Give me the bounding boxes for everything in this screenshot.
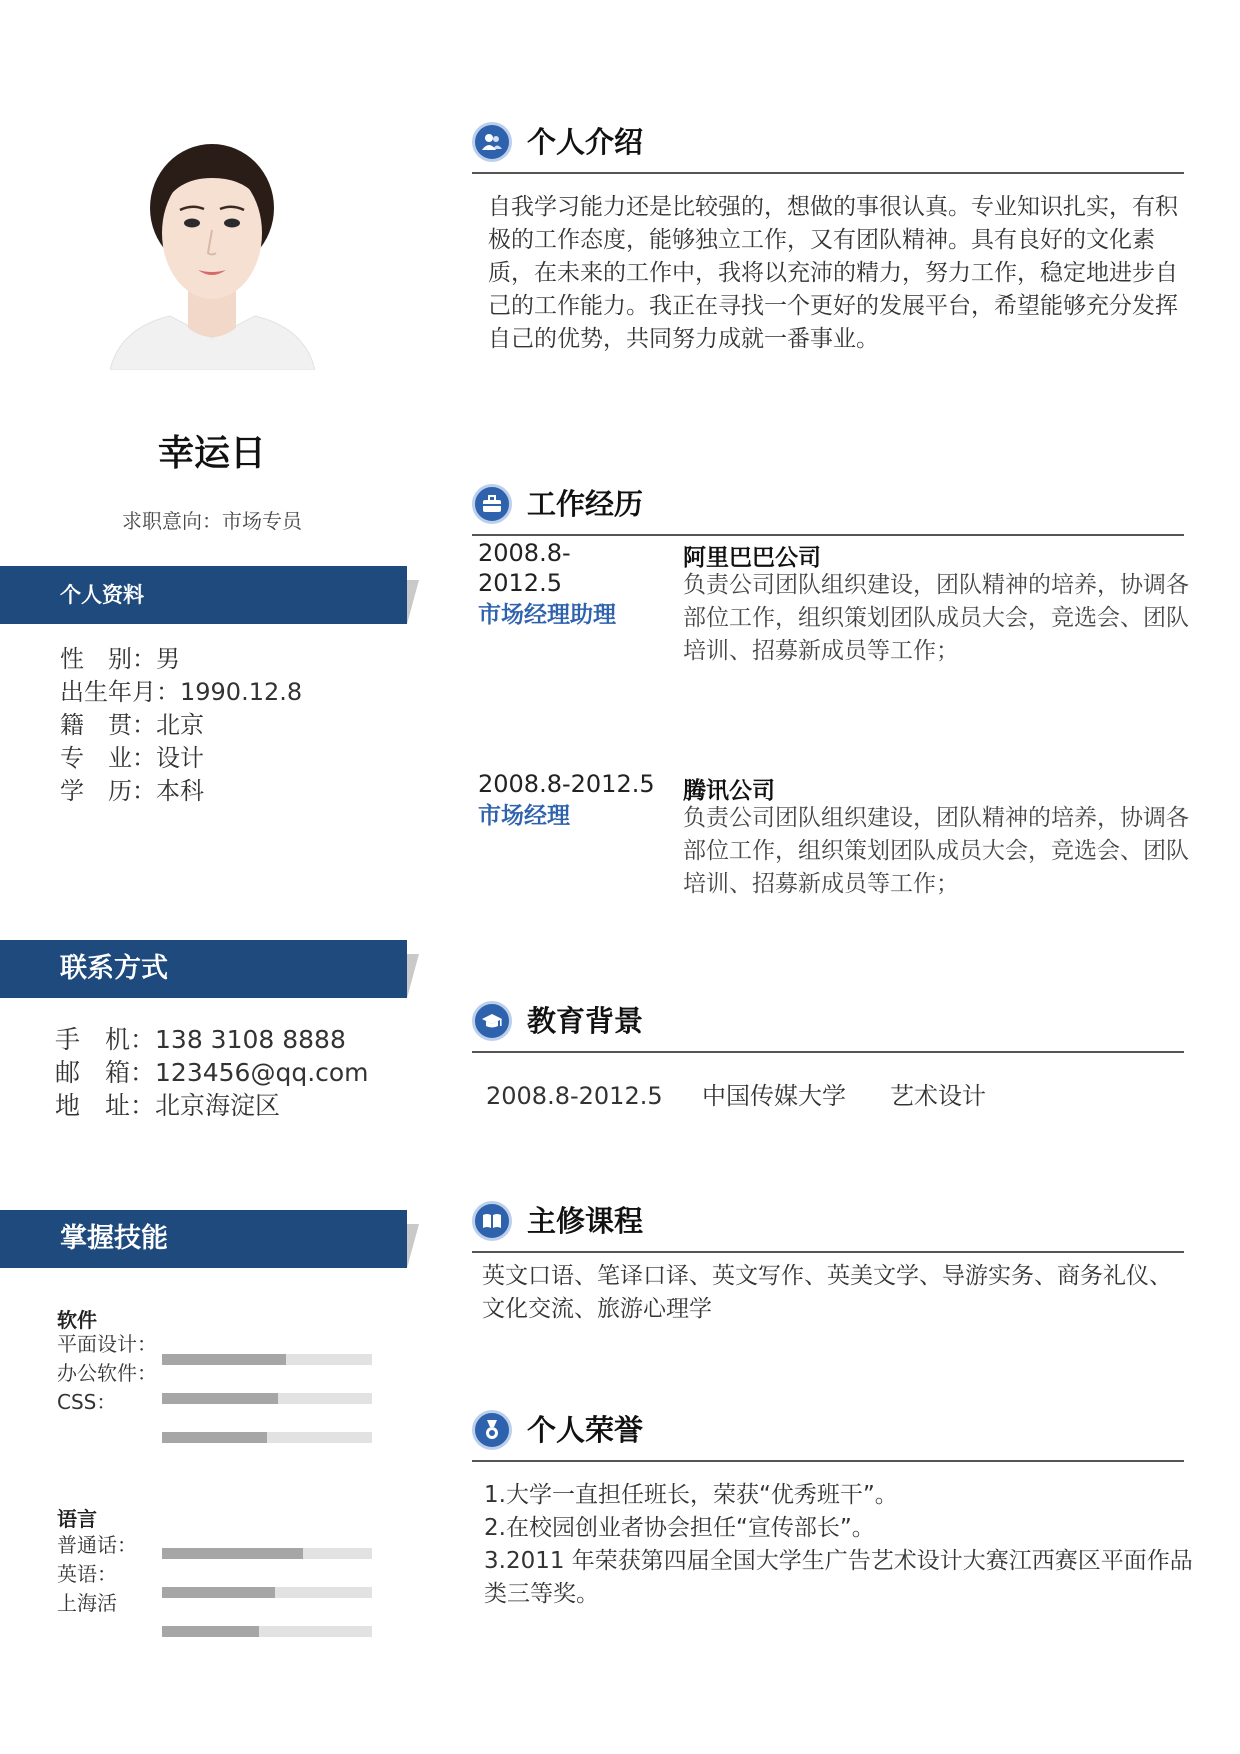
header-tail-shape	[407, 580, 419, 624]
intro-text: 自我学习能力还是比较强的，想做的事很认真。专业知识扎实，有积极的工作态度，能够独立工作，又有团队精神。具有良好的文化素质，在未来的工作中，我将以充沛的精力，努力工作，稳定地进步自己的工作能力。我正在寻找一个更好的发展平台，希望能够充分发挥自己的优势，共同努力成就一番事业。	[488, 194, 1178, 352]
graduation-cap-icon	[472, 1001, 512, 1041]
info-value: 设计	[156, 744, 204, 772]
personal-info-list	[60, 643, 302, 808]
personal-info-header	[0, 566, 407, 624]
education-major: 艺术设计	[890, 1082, 986, 1110]
contact-list	[55, 1023, 369, 1122]
skills-header	[0, 1210, 407, 1268]
info-row-birth	[60, 676, 302, 709]
contact-row-address	[55, 1089, 369, 1122]
skill-label: 办公软件：	[57, 1361, 157, 1385]
job-company: 腾讯公司	[683, 778, 775, 804]
job-date: 2008.8-2012.5	[478, 770, 655, 798]
people-icon	[472, 122, 512, 162]
education-date: 2008.8-2012.5	[486, 1082, 663, 1110]
courses-text: 英文口语、笔译口译、英文写作、英美文学、导游实务、商务礼仪、文化交流、旅游心理学	[482, 1263, 1172, 1322]
honor-item: 2.在校园创业者协会担任“宣传部长”。	[484, 1515, 875, 1541]
education-school: 中国传媒大学	[702, 1082, 846, 1110]
info-value: 男	[156, 645, 180, 673]
info-label: 出生年月：	[60, 678, 180, 706]
header-tail-shape	[407, 1224, 419, 1268]
contact-row-phone	[55, 1023, 369, 1056]
software-labels	[57, 1330, 157, 1417]
honor-item: 3.2011 年荣获第四届全国大学生广告艺术设计大赛江西赛区平面作品类三等奖。	[484, 1548, 1193, 1607]
skill-label: 英语：	[57, 1562, 117, 1586]
book-icon	[472, 1201, 512, 1241]
skill-bar-css	[162, 1432, 372, 1443]
honors-title: 个人荣誉	[527, 1413, 644, 1447]
contact-value: 北京海淀区	[155, 1091, 281, 1120]
profile-photo	[110, 138, 315, 370]
skill-bar-english	[162, 1587, 372, 1598]
skill-label: CSS：	[57, 1390, 117, 1414]
education-title: 教育背景	[527, 1004, 644, 1038]
job-company: 阿里巴巴公司	[683, 545, 821, 571]
briefcase-icon	[472, 484, 512, 524]
skill-bar-fill	[162, 1393, 278, 1404]
contact-label: 邮 箱：	[55, 1058, 156, 1087]
intro-divider	[472, 172, 1184, 174]
info-label: 性 别：	[60, 645, 156, 673]
skill-label: 上海活	[57, 1591, 117, 1615]
honors-divider	[472, 1460, 1184, 1462]
contact-label: 地 址：	[55, 1091, 156, 1120]
education-row	[486, 1076, 986, 1111]
job-description: 负责公司团队组织建设，团队精神的培养，协调各部位工作，组织策划团队成员大会，竞选会、团队培训、招募新成员等工作；	[683, 572, 1189, 664]
info-value: 北京	[156, 711, 204, 739]
personal-info-title: 个人资料	[60, 583, 144, 607]
skill-bar-fill	[162, 1587, 275, 1598]
contact-value: 138 3108 8888	[155, 1025, 346, 1054]
honor-item: 1.大学一直担任班长，荣获“优秀班干”。	[484, 1482, 898, 1508]
job-description: 负责公司团队组织建设，团队精神的培养，协调各部位工作，组织策划团队成员大会，竞选会、团队培训、招募新成员等工作；	[683, 805, 1189, 897]
skills-title: 掌握技能	[60, 1223, 168, 1254]
language-labels	[57, 1531, 137, 1618]
medal-icon	[472, 1410, 512, 1450]
courses-title: 主修课程	[527, 1204, 644, 1238]
candidate-name: 幸运日	[157, 433, 266, 474]
education-divider	[472, 1051, 1184, 1053]
info-label: 籍 贯：	[60, 711, 156, 739]
job-role: 市场经理助理	[478, 602, 616, 628]
skill-label: 普通话：	[57, 1533, 137, 1557]
info-value: 本科	[156, 777, 204, 805]
language-heading: 语言	[57, 1507, 97, 1531]
skill-bar-shanghainese	[162, 1626, 372, 1637]
contact-value: 123456@qq.com	[155, 1058, 369, 1087]
job-date: 2008.8- 2012.5	[478, 539, 571, 597]
info-label: 专 业：	[60, 744, 156, 772]
skill-label: 平面设计：	[57, 1332, 157, 1356]
contact-header	[0, 940, 407, 998]
info-value: 1990.12.8	[180, 678, 303, 706]
courses-divider	[472, 1251, 1184, 1253]
intro-title: 个人介绍	[527, 125, 644, 159]
contact-label: 手 机：	[55, 1025, 156, 1054]
skill-bar-fill	[162, 1432, 267, 1443]
skill-bar-mandarin	[162, 1548, 372, 1559]
work-divider	[472, 534, 1184, 536]
contact-title: 联系方式	[60, 953, 168, 984]
honors-list	[484, 1479, 1194, 1611]
header-tail-shape	[407, 954, 419, 998]
skill-bar-office	[162, 1393, 372, 1404]
contact-row-email	[55, 1056, 369, 1089]
info-label: 学 历：	[60, 777, 156, 805]
work-title: 工作经历	[527, 487, 644, 521]
info-row-gender	[60, 643, 302, 676]
info-row-degree	[60, 775, 302, 808]
job-intent: 求职意向：市场专员	[122, 509, 302, 533]
skill-bar-graphic-design	[162, 1354, 372, 1365]
info-row-major	[60, 742, 302, 775]
skill-bar-fill	[162, 1626, 259, 1637]
skill-bar-fill	[162, 1354, 286, 1365]
skill-bar-fill	[162, 1548, 303, 1559]
job-role: 市场经理	[478, 803, 570, 829]
info-row-hometown	[60, 709, 302, 742]
software-heading: 软件	[57, 1308, 97, 1332]
